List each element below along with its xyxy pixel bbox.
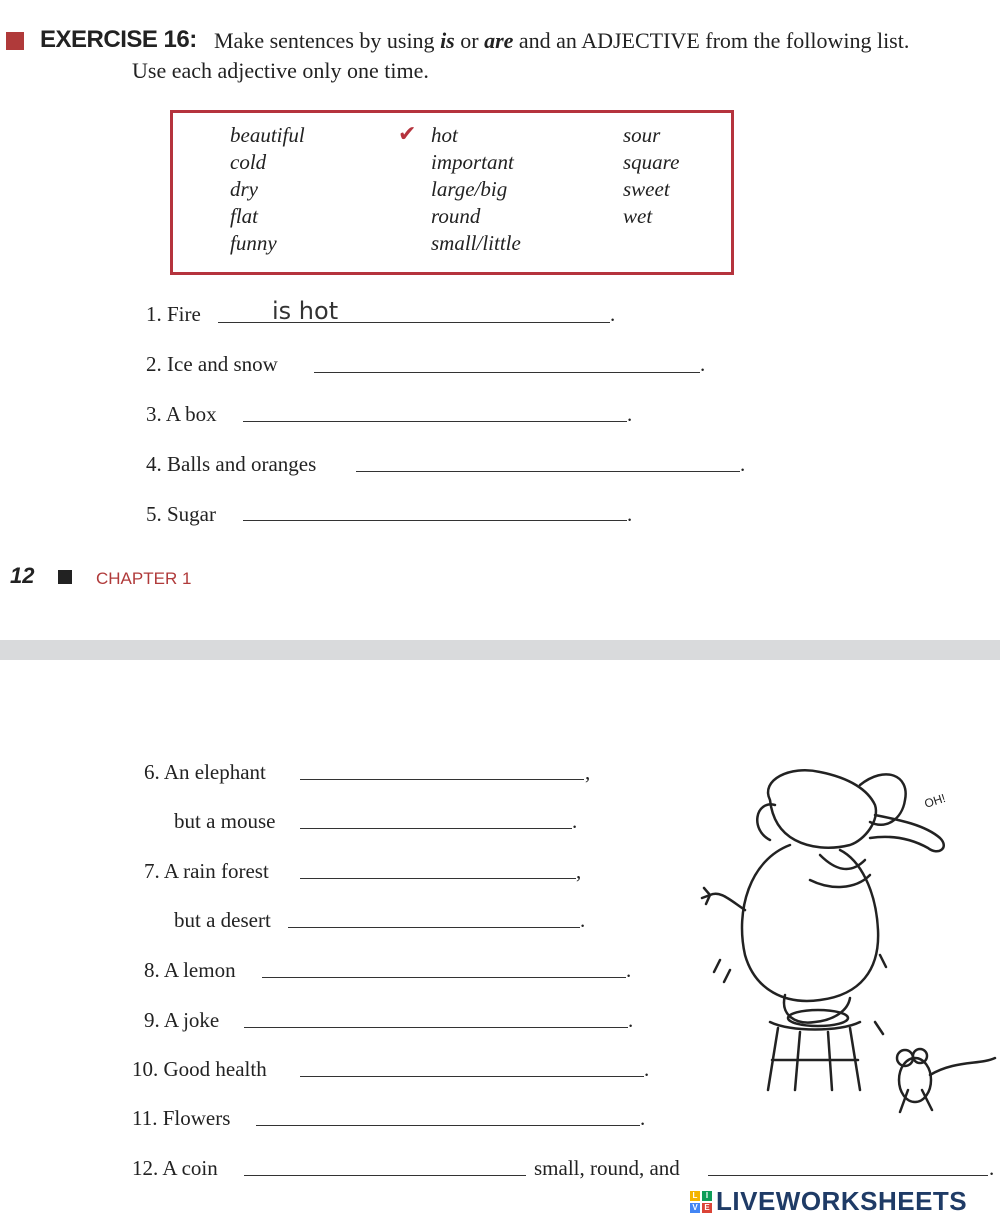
item-number: 1. — [146, 302, 162, 326]
adjective: sour — [623, 123, 661, 147]
adjective: dry — [230, 177, 258, 201]
page-divider — [0, 640, 1000, 660]
adjective: large/big — [431, 177, 508, 201]
answer-line-1 — [218, 322, 610, 323]
instruction-pre: Make sentences by using — [214, 28, 435, 53]
check-mark-icon: ✔ — [398, 122, 417, 147]
logo-text: LIVEWORKSHEETS — [716, 1186, 968, 1216]
instruction-line-1 — [214, 28, 909, 54]
item-number: 7. — [144, 859, 160, 883]
adjective: round — [431, 204, 481, 228]
exercise-item-11 — [132, 1106, 230, 1131]
item-prompt: Balls and oranges — [167, 452, 317, 476]
item-number: 2. — [146, 352, 162, 376]
item-prompt: A box — [165, 402, 217, 426]
item-12-middle-text: small, round, and — [534, 1156, 680, 1180]
answer-input-5[interactable] — [243, 520, 627, 521]
answer-input-10[interactable] — [300, 1076, 644, 1077]
exercise-item-10 — [132, 1057, 267, 1082]
exercise-item-12 — [132, 1156, 218, 1181]
exercise-item-2 — [146, 352, 278, 377]
item-prompt: Ice and snow — [167, 352, 278, 376]
adjective: cold — [230, 150, 267, 174]
answer-input-6a[interactable] — [300, 779, 584, 780]
answer-input-9[interactable] — [244, 1027, 628, 1028]
section-bullet — [6, 32, 24, 50]
item-prompt: A coin — [162, 1156, 218, 1180]
adjective: important — [431, 150, 514, 174]
word-or: or — [460, 28, 479, 53]
exercise-item-3 — [146, 402, 217, 427]
adjective: beautiful — [230, 123, 305, 147]
answer-input-6b[interactable] — [300, 828, 572, 829]
exercise-item-7b — [174, 908, 271, 933]
elephant-trunk — [870, 815, 944, 851]
chapter-label: CHAPTER 1 — [96, 569, 192, 588]
logo-icon: L I V E — [690, 1191, 712, 1213]
item-prompt: A joke — [163, 1008, 220, 1032]
answer-input-11[interactable] — [256, 1125, 640, 1126]
elephant-mouse-illustration — [700, 760, 1000, 1120]
item-prompt: A lemon — [163, 958, 236, 982]
instruction-post: and an ADJECTIVE from the following list. — [518, 28, 910, 53]
adjective: square — [623, 150, 680, 174]
exercise-item-4 — [146, 452, 316, 477]
item-prompt: An elephant — [163, 760, 266, 784]
item-prompt: Flowers — [162, 1106, 231, 1130]
exercise-item-1 — [146, 302, 201, 327]
exercise-item-9 — [144, 1008, 219, 1033]
item-number: 9. — [144, 1008, 160, 1032]
item-number: 12. — [132, 1156, 159, 1180]
item-number: 4. — [146, 452, 162, 476]
item-prompt: but a desert — [174, 908, 271, 932]
item-prompt: Fire — [167, 302, 201, 326]
instruction-line-2: Use each adjective only one time. — [132, 58, 429, 83]
adjective: flat — [230, 204, 259, 228]
page-number: 12 — [10, 563, 35, 588]
item-number: 11. — [132, 1106, 158, 1130]
item-prompt: but a mouse — [174, 809, 276, 833]
exercise-item-6a — [144, 760, 266, 785]
answer-input-4[interactable] — [356, 471, 740, 472]
liveworksheets-logo — [690, 1186, 967, 1217]
adjective: small/little — [431, 231, 521, 255]
item-prompt: Good health — [163, 1057, 267, 1081]
adjective-column-1 — [230, 122, 305, 257]
elephant-head — [768, 770, 876, 847]
exercise-item-8 — [144, 958, 236, 983]
item-number: 3. — [146, 402, 162, 426]
answer-input-1[interactable]: is hot — [272, 297, 339, 325]
answer-input-7b[interactable] — [288, 927, 580, 928]
mouse — [897, 1049, 995, 1112]
answer-input-7a[interactable] — [300, 878, 576, 879]
adjective: funny — [230, 231, 277, 255]
adjective: hot — [431, 123, 458, 147]
item-prompt: Sugar — [167, 502, 216, 526]
adjective: wet — [623, 204, 653, 228]
answer-input-2[interactable] — [314, 372, 700, 373]
exercise-item-5 — [146, 502, 216, 527]
item-number: 6. — [144, 760, 160, 784]
footer-bullet — [58, 570, 72, 584]
answer-input-8[interactable] — [262, 977, 626, 978]
item-number: 8. — [144, 958, 160, 982]
adjective: sweet — [623, 177, 670, 201]
item-number: 10. — [132, 1057, 159, 1081]
exercise-item-6b — [174, 809, 275, 834]
exercise-title: EXERCISE 16: — [40, 26, 197, 53]
item-number: 5. — [146, 502, 162, 526]
answer-input-12a[interactable] — [244, 1175, 526, 1176]
adjective-column-2 — [431, 122, 521, 257]
word-is: is — [440, 28, 455, 53]
item-prompt: A rain forest — [163, 859, 269, 883]
exercise-item-7a — [144, 859, 269, 884]
elephant-body — [742, 845, 878, 1001]
answer-input-3[interactable] — [243, 421, 627, 422]
word-are: are — [484, 28, 514, 53]
exclamation-text: OH! — [922, 790, 948, 811]
answer-input-12b[interactable] — [708, 1175, 988, 1176]
adjective-column-3 — [623, 122, 679, 230]
